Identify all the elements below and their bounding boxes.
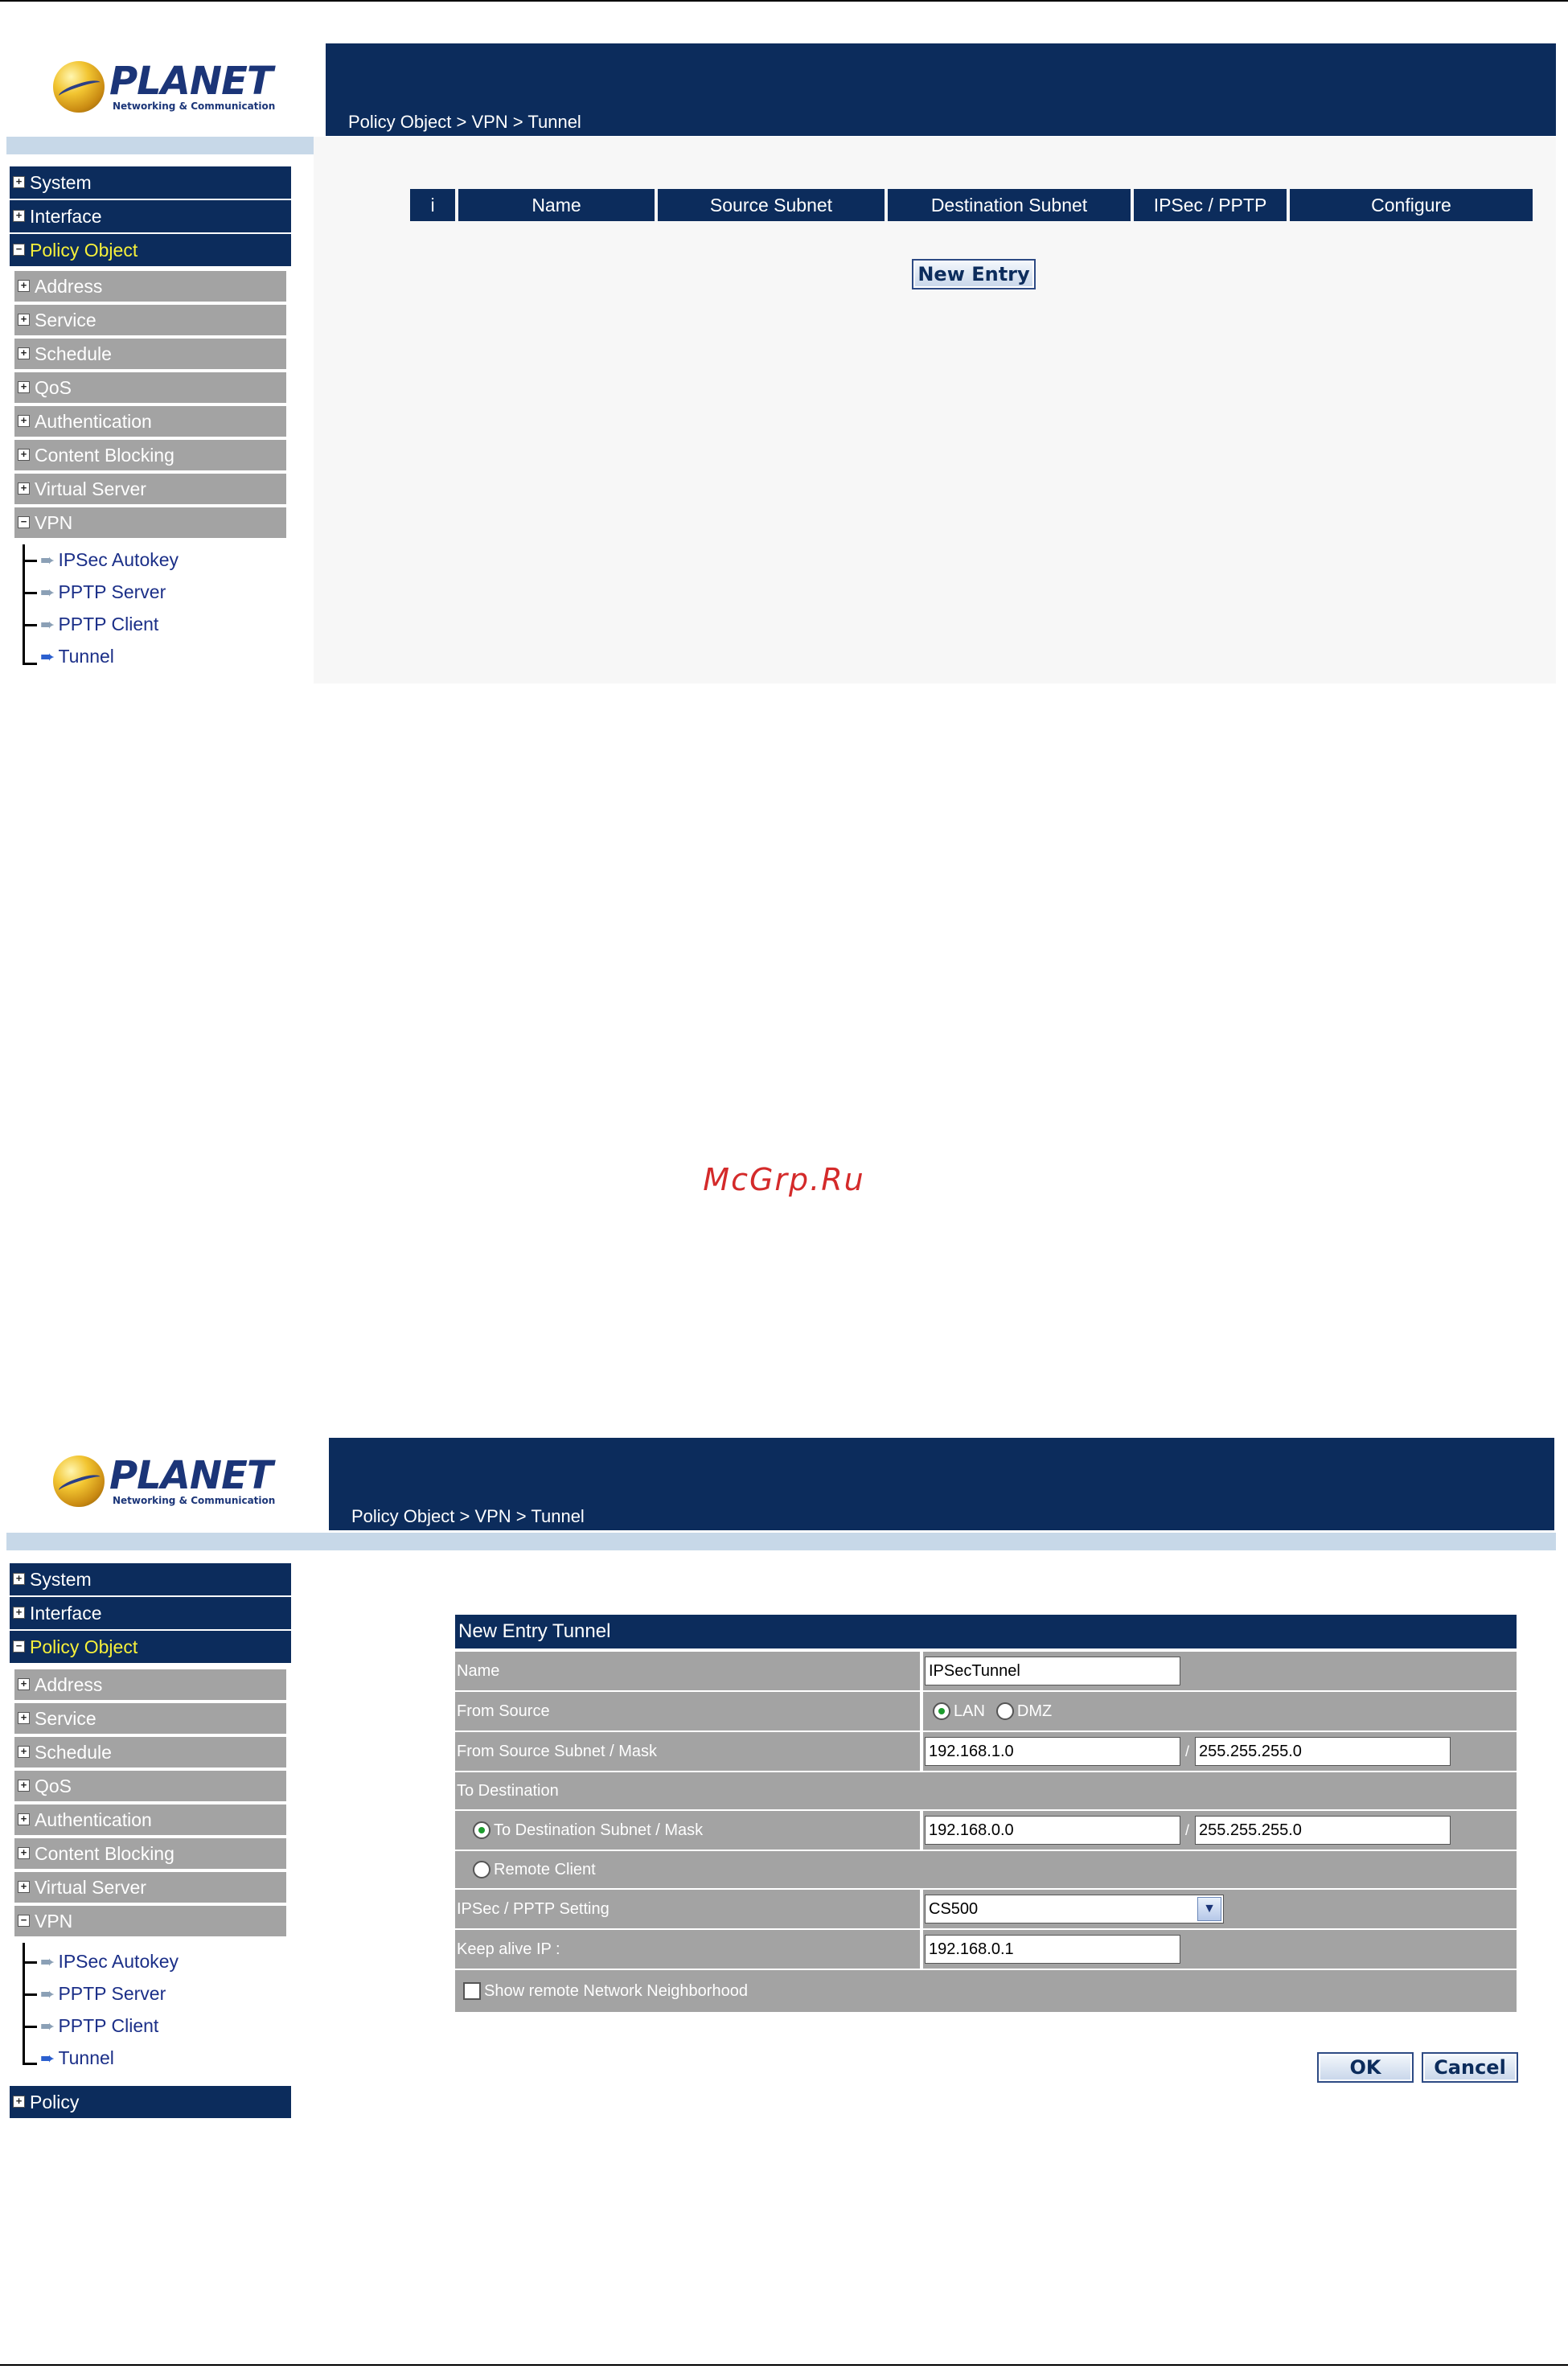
arrow-right-icon: ➨: [40, 582, 55, 602]
row-name: [455, 1652, 1517, 1690]
dest-subnet-radio[interactable]: [473, 1821, 491, 1839]
col-source-subnet: Source Subnet: [658, 189, 885, 221]
expand-plus-icon: +: [13, 176, 25, 188]
expand-plus-icon: +: [18, 1678, 30, 1690]
nav-service[interactable]: + Service: [14, 305, 286, 335]
row-divider: [920, 1692, 923, 1731]
tree-item-tunnel[interactable]: ➨ Tunnel: [40, 2047, 114, 2068]
collapse-minus-icon: −: [18, 516, 30, 528]
ok-button[interactable]: OK: [1317, 2052, 1414, 2083]
source-subnet-label: From Source Subnet / Mask: [457, 1743, 657, 1760]
expand-plus-icon: +: [18, 1881, 30, 1893]
col-name: Name: [458, 189, 655, 221]
tree-branch: [23, 2063, 37, 2065]
col-destination-subnet: Destination Subnet: [888, 189, 1131, 221]
nav-policy-object[interactable]: − Policy Object: [10, 234, 291, 266]
nav-content-blocking[interactable]: + Content Blocking: [14, 1838, 286, 1869]
ipsec-setting-select[interactable]: [925, 1895, 1224, 1924]
row-divider: [920, 1930, 923, 1969]
arrow-right-icon: ➨: [40, 1952, 55, 1972]
collapse-minus-icon: −: [13, 1640, 25, 1653]
collapse-minus-icon: −: [13, 244, 25, 256]
nav-vpn[interactable]: − VPN: [14, 1906, 286, 1936]
nav-service[interactable]: + Service: [14, 1703, 286, 1734]
header-strip: [6, 1533, 1556, 1550]
col-index: i: [410, 189, 455, 221]
row-divider: [920, 1890, 923, 1928]
row-show-neighborhood: [455, 1970, 1517, 2012]
name-label: Name: [457, 1662, 500, 1680]
expand-plus-icon: +: [18, 449, 30, 461]
globe-icon: [53, 61, 105, 113]
expand-plus-icon: +: [13, 1573, 25, 1585]
nav-virtual-server[interactable]: + Virtual Server: [14, 474, 286, 504]
show-neighborhood-checkbox[interactable]: [463, 1982, 481, 2000]
breadcrumb: Policy Object > VPN > Tunnel: [351, 1506, 585, 1526]
form-title: New Entry Tunnel: [455, 1615, 1517, 1648]
tree-branch: [23, 1993, 37, 1996]
slash-separator: /: [1185, 1743, 1190, 1759]
arrow-right-icon: ➨: [40, 2048, 55, 2068]
nav-content-blocking[interactable]: + Content Blocking: [14, 440, 286, 470]
tree-branch: [23, 560, 37, 562]
nav-address[interactable]: + Address: [14, 271, 286, 302]
expand-plus-icon: +: [18, 1847, 30, 1859]
remote-client-radio[interactable]: [473, 1861, 491, 1878]
watermark: McGrp.Ru: [703, 1162, 865, 1197]
nav-qos[interactable]: + QoS: [14, 1771, 286, 1801]
tree-branch: [23, 2026, 37, 2028]
expand-plus-icon: +: [18, 381, 30, 393]
nav-policy[interactable]: + Policy: [10, 2086, 291, 2118]
header-banner: [326, 43, 1556, 136]
cancel-button[interactable]: Cancel: [1422, 2052, 1518, 2083]
arrow-right-icon: ➨: [40, 647, 55, 667]
show-neighborhood-label: Show remote Network Neighborhood: [484, 1982, 748, 2000]
arrow-right-icon: ➨: [40, 1984, 55, 2004]
logo-tagline: Networking & Communication: [113, 101, 276, 112]
col-configure: Configure: [1290, 189, 1533, 221]
expand-plus-icon: +: [18, 1813, 30, 1825]
planet-logo: [53, 61, 275, 113]
remote-client-label: Remote Client: [494, 1861, 596, 1878]
expand-plus-icon: +: [13, 210, 25, 222]
ipsec-setting-value: CS500: [929, 1900, 979, 1918]
chevron-down-icon[interactable]: ▼: [1197, 1897, 1221, 1921]
logo-tagline: Networking & Communication: [113, 1495, 276, 1506]
planet-logo: [53, 1455, 275, 1507]
nav-authentication[interactable]: + Authentication: [14, 1804, 286, 1835]
tree-item-pptp-server[interactable]: ➨ PPTP Server: [40, 581, 166, 602]
source-dmz-label: DMZ: [1016, 1702, 1053, 1720]
dest-subnet-label: To Destination Subnet / Mask: [494, 1821, 704, 1839]
tree-branch: [23, 624, 37, 626]
row-divider: [920, 1811, 923, 1850]
row-destination-subnet: [455, 1811, 1517, 1850]
new-entry-button[interactable]: New Entry: [912, 259, 1036, 289]
dest-mask-input[interactable]: 255.255.255.0: [1195, 1816, 1451, 1845]
tunnel-table-header: [410, 189, 1533, 221]
tree-branch: [23, 1961, 37, 1964]
expand-plus-icon: +: [18, 1780, 30, 1792]
nav-interface[interactable]: + Interface: [10, 200, 291, 232]
nav-qos[interactable]: + QoS: [14, 372, 286, 403]
expand-plus-icon: +: [18, 314, 30, 326]
tree-item-pptp-client[interactable]: ➨ PPTP Client: [40, 2015, 159, 2036]
nav-address[interactable]: + Address: [14, 1669, 286, 1700]
tree-branch: [23, 592, 37, 594]
nav-system[interactable]: + System: [10, 1563, 291, 1595]
tree-line: [23, 544, 25, 665]
nav-virtual-server[interactable]: + Virtual Server: [14, 1872, 286, 1903]
row-ipsec-setting: [455, 1890, 1517, 1928]
tree-item-ipsec-autokey[interactable]: ➨ IPSec Autokey: [40, 549, 179, 570]
source-subnet-input[interactable]: 192.168.1.0: [925, 1737, 1180, 1766]
logo-area: [6, 1438, 320, 1530]
source-mask-input[interactable]: 255.255.255.0: [1195, 1737, 1451, 1766]
dest-subnet-input[interactable]: 192.168.0.0: [925, 1816, 1180, 1845]
expand-plus-icon: +: [18, 1746, 30, 1758]
tree-item-pptp-client[interactable]: ➨ PPTP Client: [40, 614, 159, 634]
row-keepalive: [455, 1930, 1517, 1969]
tree-item-ipsec-autokey[interactable]: ➨ IPSec Autokey: [40, 1951, 179, 1972]
arrow-right-icon: ➨: [40, 614, 55, 634]
expand-plus-icon: +: [18, 482, 30, 495]
expand-plus-icon: +: [18, 1712, 30, 1724]
arrow-right-icon: ➨: [40, 550, 55, 570]
nav-authentication[interactable]: + Authentication: [14, 406, 286, 437]
logo-word: PLANET: [109, 1453, 273, 1498]
row-from-source: [455, 1692, 1517, 1731]
keepalive-label: Keep alive IP :: [457, 1940, 560, 1958]
row-to-destination: [455, 1772, 1517, 1809]
row-source-subnet: [455, 1732, 1517, 1771]
expand-plus-icon: +: [13, 2096, 25, 2108]
col-ipsec-pptp: IPSec / PPTP: [1134, 189, 1287, 221]
expand-plus-icon: +: [18, 347, 30, 359]
nav-interface[interactable]: + Interface: [10, 1597, 291, 1629]
header-banner: [329, 1438, 1554, 1530]
row-divider: [920, 1732, 923, 1771]
nav-vpn[interactable]: − VPN: [14, 507, 286, 538]
nav-schedule[interactable]: + Schedule: [14, 339, 286, 369]
source-lan-label: LAN: [954, 1702, 985, 1720]
row-remote-client: [455, 1851, 1517, 1888]
expand-plus-icon: +: [13, 1607, 25, 1619]
logo-word: PLANET: [109, 59, 273, 104]
page-bottom-rule: [0, 2364, 1568, 2366]
to-destination-label: To Destination: [457, 1782, 559, 1800]
nav-system[interactable]: + System: [10, 166, 291, 199]
tree-item-tunnel[interactable]: ➨ Tunnel: [40, 646, 114, 667]
keepalive-input[interactable]: 192.168.0.1: [925, 1935, 1180, 1964]
collapse-minus-icon: −: [18, 1915, 30, 1927]
row-divider: [920, 1652, 923, 1690]
logo-area: [6, 43, 320, 136]
expand-plus-icon: +: [18, 280, 30, 292]
source-dmz-radio[interactable]: [996, 1702, 1014, 1720]
expand-plus-icon: +: [18, 415, 30, 427]
nav-policy-object[interactable]: − Policy Object: [10, 1631, 291, 1663]
breadcrumb: Policy Object > VPN > Tunnel: [348, 112, 581, 132]
name-input[interactable]: IPSecTunnel: [925, 1657, 1180, 1685]
tree-branch: [23, 663, 37, 665]
arrow-right-icon: ➨: [40, 2016, 55, 2036]
ipsec-setting-label: IPSec / PPTP Setting: [457, 1900, 610, 1918]
page-top-rule: [0, 0, 1568, 2]
globe-icon: [53, 1455, 105, 1507]
from-source-label: From Source: [457, 1702, 550, 1720]
source-lan-radio[interactable]: [933, 1702, 950, 1720]
tree-item-pptp-server[interactable]: ➨ PPTP Server: [40, 1983, 166, 2004]
slash-separator: /: [1185, 1822, 1190, 1838]
nav-schedule[interactable]: + Schedule: [14, 1737, 286, 1768]
